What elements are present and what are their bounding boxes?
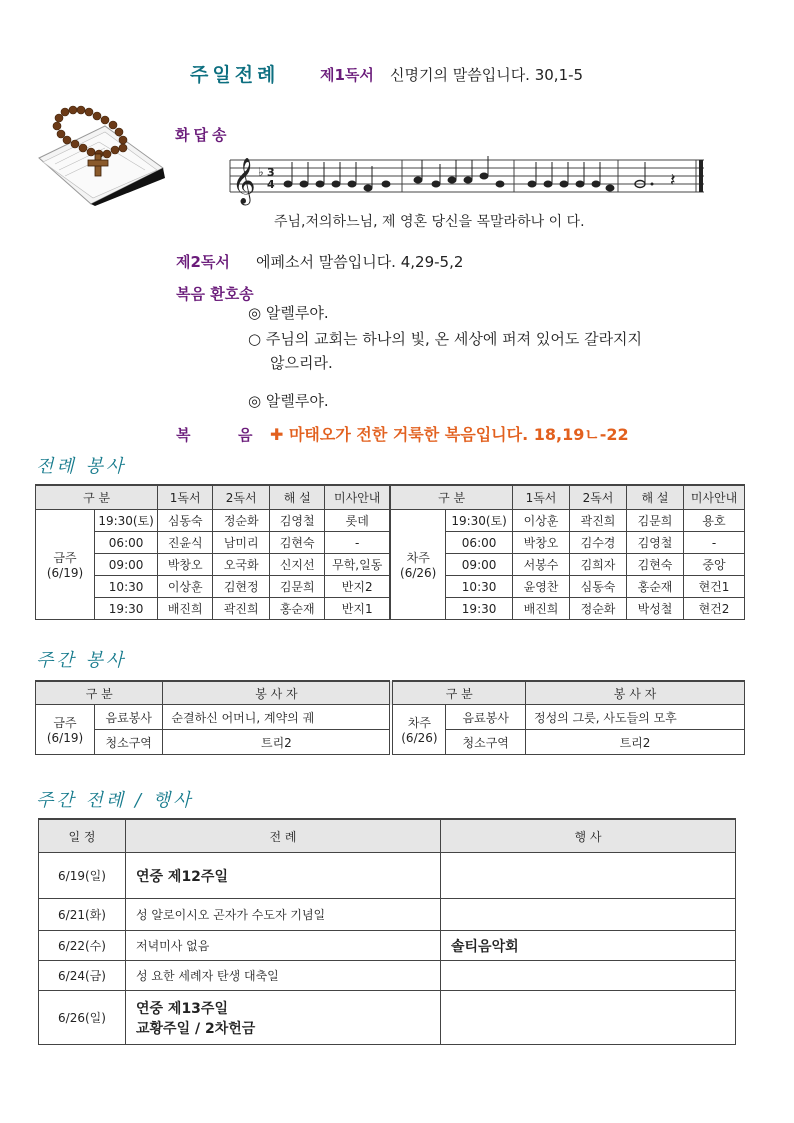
week-label: 금주 (6/19) [36,510,95,620]
header-cell: 봉 사 자 [163,681,392,705]
cell: 10:30 [446,576,513,598]
svg-text:♭: ♭ [258,165,264,179]
cell: 저녁미사 없음 [126,931,441,961]
cell: 배진희 [513,598,570,620]
acclamation-line: ◎ 알렐루야. [248,304,329,322]
table-row [36,510,745,532]
weekly-events-title: 주간 전례 / 행사 [36,790,194,811]
cell: 김희자 [570,554,627,576]
cell: 심동숙 [158,510,213,532]
header-cell: 미사안내 [325,485,391,510]
cell: 반지2 [325,576,391,598]
acclamation-label: 복음 환호송 [176,285,254,303]
header-cell: 미사안내 [684,485,745,510]
cell: 용호 [684,510,745,532]
cell: 솔티음악회 [441,931,736,961]
table-row [36,576,745,598]
cell: 윤영찬 [513,576,570,598]
svg-text:𝄽: 𝄽 [670,170,676,191]
cell: 청소구역 [95,730,163,755]
liturgy-service-title: 전례 봉사 [36,456,127,477]
cell: 정순화 [570,598,627,620]
cell: 연중 제12주일 [126,853,441,899]
cell: 현건1 [684,576,745,598]
header-cell: 2독서 [213,485,270,510]
cell: 정순화 [213,510,270,532]
table-row [39,931,736,961]
cell: 반지1 [325,598,391,620]
weekly-service-title: 주간 봉사 [36,650,127,671]
cell: 6/22(수) [39,931,126,961]
cell: 트리2 [526,730,745,755]
cell: 06:00 [446,532,513,554]
header-cell: 구 분 [36,485,158,510]
cell: 성 요한 세례자 탄생 대축일 [126,961,441,991]
cell: 오국화 [213,554,270,576]
header-cell: 해 설 [627,485,684,510]
cell: 청소구역 [446,730,526,755]
cell [441,991,736,1045]
second-reading-text: 에페소서 말씀입니다. 4,29-5,2 [256,253,464,271]
svg-text:3: 3 [267,166,275,179]
cell: 무학,일동 [325,554,391,576]
cell: 심동숙 [570,576,627,598]
weekly-service-table [35,680,745,755]
header-cell: 행 사 [441,819,736,853]
header-cell: 2독서 [570,485,627,510]
cell: 홍순재 [627,576,684,598]
cell: 곽진희 [213,598,270,620]
cell: 음료봉사 [446,705,526,730]
header-cell: 구 분 [36,681,163,705]
header-cell: 전 례 [126,819,441,853]
header-cell: 일 정 [39,819,126,853]
table-row [36,598,745,620]
liturgy-service-table [35,484,745,620]
cell: 홍순재 [270,598,325,620]
cell: 김문희 [627,510,684,532]
gospel-label-b: 음 [238,426,253,444]
cell [441,853,736,899]
cell [441,899,736,931]
cell: 트리2 [163,730,392,755]
table-row [39,961,736,991]
cell: 10:30 [95,576,158,598]
svg-text:4: 4 [267,178,275,191]
acclamation-line: 않으리라. [270,354,333,372]
cell: 19:30(토) [446,510,513,532]
cell: 서봉수 [513,554,570,576]
header-cell: 해 설 [270,485,325,510]
cell: 진윤식 [158,532,213,554]
header-cell: 봉 사 자 [526,681,745,705]
cell: 순결하신 어머니, 계약의 궤 [163,705,392,730]
gospel-text: ✚ 마태오가 전한 거룩한 복음입니다. 18,19ㄴ-22 [270,425,629,444]
svg-text:𝄞: 𝄞 [232,158,256,204]
cell: 박창오 [513,532,570,554]
cell: - [325,532,391,554]
cell: 현건2 [684,598,745,620]
cell: 신지선 [270,554,325,576]
week-label: 금주 (6/19) [36,705,95,755]
first-reading-text: 신명기의 말씀입니다. 30,1-5 [390,66,584,84]
cell: 09:00 [95,554,158,576]
psalm-label: 화답송 [175,126,231,144]
cell: 곽진희 [570,510,627,532]
cell: 6/19(일) [39,853,126,899]
page-title: 주일전례 [190,64,280,86]
cell: 19:30(토) [95,510,158,532]
second-reading-label: 제2독서 [176,253,230,271]
gospel-label-a: 복 [176,426,193,444]
header-cell: 구 분 [390,485,512,510]
cell: 연중 제13주일 교황주일 / 2차헌금 [126,991,441,1045]
table-row [39,853,736,899]
header-cell: 1독서 [158,485,213,510]
header-cell: 구 분 [391,681,525,705]
cell: 6/26(일) [39,991,126,1045]
cell: 이상훈 [158,576,213,598]
table-row [36,532,745,554]
acclamation-line: ○ 주님의 교회는 하나의 빛, 온 세상에 퍼져 있어도 갈라지지 [248,330,643,348]
cell: 김문희 [270,576,325,598]
first-reading-label: 제1독서 [320,66,374,84]
cell: 19:30 [95,598,158,620]
cell: 김현숙 [270,532,325,554]
cell: 배진희 [158,598,213,620]
psalm-lyrics: 주님,저의하느님, 제 영혼 당신을 목말라하나 이 다. [274,214,585,230]
cell: 김현정 [213,576,270,598]
cell: 6/21(화) [39,899,126,931]
table-row [39,991,736,1045]
week-label: 차주 (6/26) [391,705,446,755]
cell: - [684,532,745,554]
cell: 김영철 [270,510,325,532]
cell: 박창오 [158,554,213,576]
cell: 06:00 [95,532,158,554]
cell [441,961,736,991]
cell: 09:00 [446,554,513,576]
table-row [36,554,745,576]
cell: 롯데 [325,510,391,532]
cell: 중앙 [684,554,745,576]
cell: 박성철 [627,598,684,620]
cell: 음료봉사 [95,705,163,730]
weekly-events-table [38,818,736,1045]
cell: 정성의 그릇, 사도들의 모후 [526,705,745,730]
cell: 김영철 [627,532,684,554]
psalm-music-staff [222,150,710,234]
cell: 19:30 [446,598,513,620]
cell: 김현숙 [627,554,684,576]
cell: 6/24(금) [39,961,126,991]
acclamation-line: ◎ 알렐루야. [248,392,329,410]
cell: 남미리 [213,532,270,554]
week-label: 차주 (6/26) [390,510,446,620]
cell: 이상훈 [513,510,570,532]
cell: 성 알로이시오 곤자가 수도자 기념일 [126,899,441,931]
rosary-bible-image [35,98,165,206]
header-cell: 1독서 [513,485,570,510]
table-row [36,705,745,730]
table-row [36,730,745,755]
cell: 김수경 [570,532,627,554]
table-row [39,899,736,931]
